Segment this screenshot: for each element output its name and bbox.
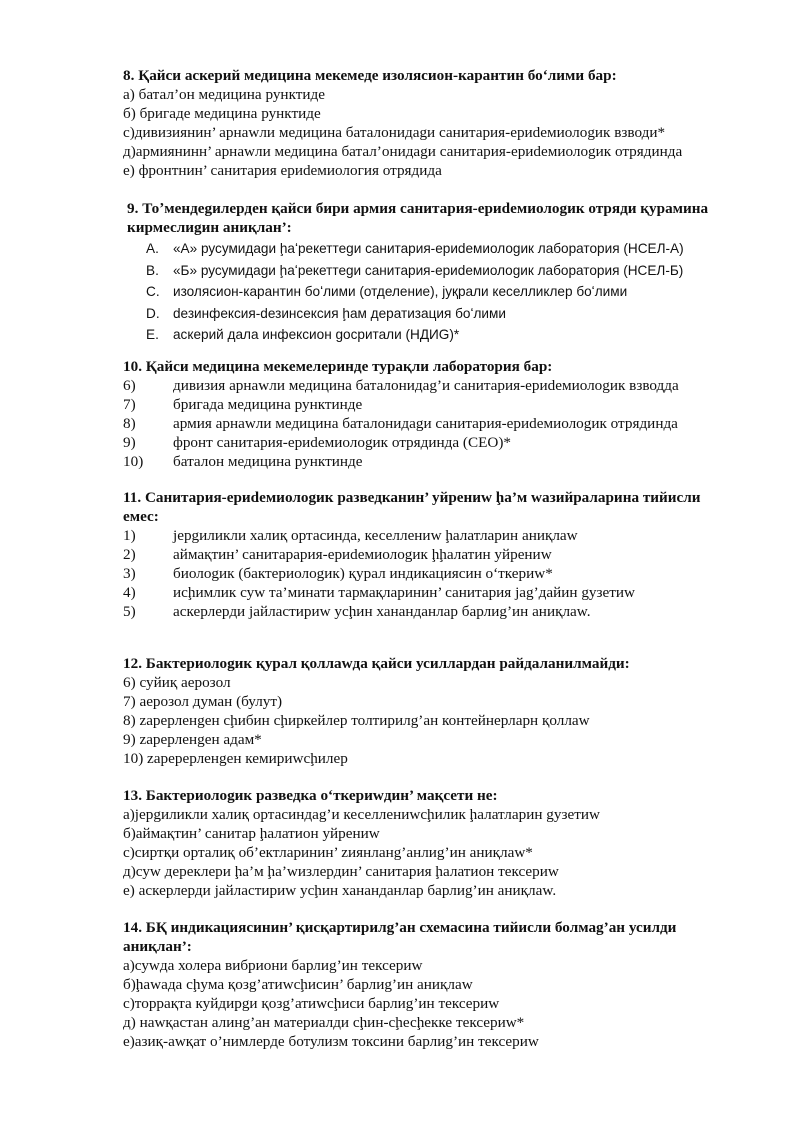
answer-option: с)сиртқи орталиқ об’ектларинин’ zиянланg’анлиg’ин аниқлаw* — [123, 843, 533, 861]
answer-option: е) аскерлерди јайластириw усḩин хананданлар барлиg’ин аниқлаw. — [123, 881, 557, 899]
answer-option — [123, 303, 740, 325]
question-title: 12. Бактериолоgик қурал қоллаwда қайси усиллардан райдаланилмайди: — [123, 654, 630, 672]
answer-option — [123, 324, 740, 346]
answer-list — [123, 238, 740, 346]
option-number: 9) — [123, 433, 136, 451]
answer-option — [123, 281, 740, 303]
question-13 — [123, 786, 740, 900]
option-number: 1) — [123, 526, 136, 544]
option-letter: E. — [146, 327, 159, 342]
option-letter: C. — [146, 284, 160, 299]
option-text: баталон медицина рунктинде — [173, 452, 363, 470]
answer-option — [123, 238, 740, 260]
answer-option: 10) zаререрленgен кемириwсḩилер — [123, 749, 348, 767]
question-14 — [123, 918, 740, 1051]
option-text: аскерий дала инфексион gоcритали (НДИG)* — [173, 327, 460, 342]
question-10 — [123, 357, 740, 471]
option-number: 10) — [123, 452, 144, 470]
question-title: 11. Санитария-ериdемиолоgик разведканин’ уйрениw ḩа’м wазийраларина тийисли емес: — [123, 488, 701, 525]
answer-option: б)аймақтин’ санитар ḩалатион уйрениw — [123, 824, 380, 842]
option-text: «А» русумидаgи ḩаʻрекеттеgи санитария-ериdемиолоgик лаборатория (НСЕЛ-А) — [173, 241, 684, 256]
option-number: 8) — [123, 414, 136, 432]
answer-option — [123, 414, 740, 433]
option-text: фронт санитария-ериdемиолоgик отрядинда (СЕО)* — [173, 433, 511, 451]
answer-option: б)ḩаwада сḩума қозg’атиwсḩисин’ барлиg’ин аниқлаw — [123, 975, 473, 993]
answer-option: с)торрақта куйдирgи қозg’атиwсḩиси барлиg’ин тексериw — [123, 994, 500, 1012]
answer-option: 7) аерозол думан (булут) — [123, 692, 283, 710]
option-number: 4) — [123, 583, 136, 601]
question-title: 10. Қайси медицина мекемелеринде турақли лаборатория бар: — [123, 357, 553, 375]
answer-option: а) батал’он медицина рунктиде — [123, 86, 325, 103]
question-12 — [123, 654, 740, 768]
option-letter: B. — [146, 262, 159, 278]
answer-option: д) наwқастан алинg’ан материалди сḩин-сḩесḩекке тексериw* — [123, 1013, 525, 1031]
answer-option: а)јерgиликли халиқ ортасиндаg’и кеселлениwсḩилик ḩалатларин gyзетиw — [123, 805, 600, 823]
question-8 — [123, 66, 740, 180]
answer-option: 9) zарерленgен адам* — [123, 730, 262, 748]
answer-option — [123, 260, 740, 282]
answer-option — [123, 545, 740, 564]
option-text: јерgиликли халиқ ортасинда, кеселлениw ḩалатларин аниқлаw — [173, 526, 578, 544]
answer-option — [123, 602, 740, 621]
question-title: 8. Қайси аскерий медицина мекемеде изолясион-карантин боʻлими бар: — [123, 67, 617, 84]
option-text: аймақтин’ санитарария-ериdемиолоgик ḩḩалатин уйрениw — [173, 545, 552, 563]
question-title: 14. БҚ индикациясинин’ қисқартирилg’ан схемасина тийисли болмаg’ан усилди аниқлан’: — [123, 918, 677, 955]
option-number: 6) — [123, 376, 136, 394]
answer-option: д)армиянинн’ арнаwли медицина батал’онидаgи санитария-ериdемиолоgик отрядинда — [123, 143, 683, 160]
option-text: аскерлерди јайластириw усḩин хананданлар барлиg’ин аниқлаw. — [173, 602, 591, 620]
option-text: изолясион-карантин боʻлими (отделение), јуқрали кеселликлер боʻлими — [173, 284, 628, 299]
option-text: dезинфексия-dезинсексия ḩам дератизация боʻлими — [173, 305, 506, 321]
answer-option — [123, 526, 740, 545]
option-text: исḩимлик суw та’минати тармақларинин’ санитария јаg’дайин gyзетиw — [173, 583, 635, 601]
answer-option — [123, 376, 740, 395]
answer-option — [123, 395, 740, 414]
answer-option: а)суwда холера вибриони барлиg’ин тексериw — [123, 956, 423, 974]
answer-option: 8) zарерленgен сḩибин сḩиркейлер толтирилg’ан контейнерларн қоллаw — [123, 711, 590, 729]
option-number: 7) — [123, 395, 136, 413]
option-text: бригада медицина рунктинде — [173, 395, 363, 413]
answer-option: б) бригаде медицина рунктиде — [123, 105, 321, 122]
answer-option: д)суw дереклери ḩа’м ḩа’wизлердин’ санитария ḩалатион тексериw — [123, 862, 559, 880]
answer-option: е) фронтнин’ санитария ериdемиология отрядида — [123, 162, 442, 179]
question-11 — [123, 488, 740, 621]
answer-option — [123, 433, 740, 452]
option-text: армия арнаwли медицина баталонидаgи санитария-ериdемиолоgик отрядинда — [173, 414, 678, 432]
question-title: 9. Тоʼмендеgилерден қайси бири армия санитария-ериdемиолоgик отряди қурамина кирмеслиgин аниқлан’: — [127, 200, 709, 236]
answer-option: 6) суйиқ аерозол — [123, 673, 231, 691]
option-number: 2) — [123, 545, 136, 563]
option-text: дивизия арнаwли медицина баталонидаg’и санитария-ериdемиолоgик взводда — [173, 376, 679, 394]
answer-option — [123, 564, 740, 583]
option-text: биолоgик (бактериолоgик) қурал индикациясин оʻткериw* — [173, 564, 553, 582]
answer-option — [123, 452, 740, 471]
question-9 — [123, 199, 740, 346]
answer-option: е)азиқ-аwқат о’нимлерде ботулизм токсини барлиg’ин тексериw — [123, 1032, 539, 1050]
question-title: 13. Бактериолоgик разведка оʻткериwдин’ мақсети не: — [123, 786, 498, 804]
option-letter: D. — [146, 305, 160, 321]
option-text: «Б» русумидаgи ḩаʻрекеттеgи санитария-ериdемиолоgик лаборатория (НСЕЛ-Б) — [173, 262, 684, 278]
answer-option — [123, 583, 740, 602]
option-number: 5) — [123, 602, 136, 620]
option-letter: A. — [146, 241, 159, 256]
answer-option: с)дивизиянин’ арнаwли медицина баталонидаgи санитария-ериdемиолоgик взводи* — [123, 124, 666, 141]
option-number: 3) — [123, 564, 136, 582]
